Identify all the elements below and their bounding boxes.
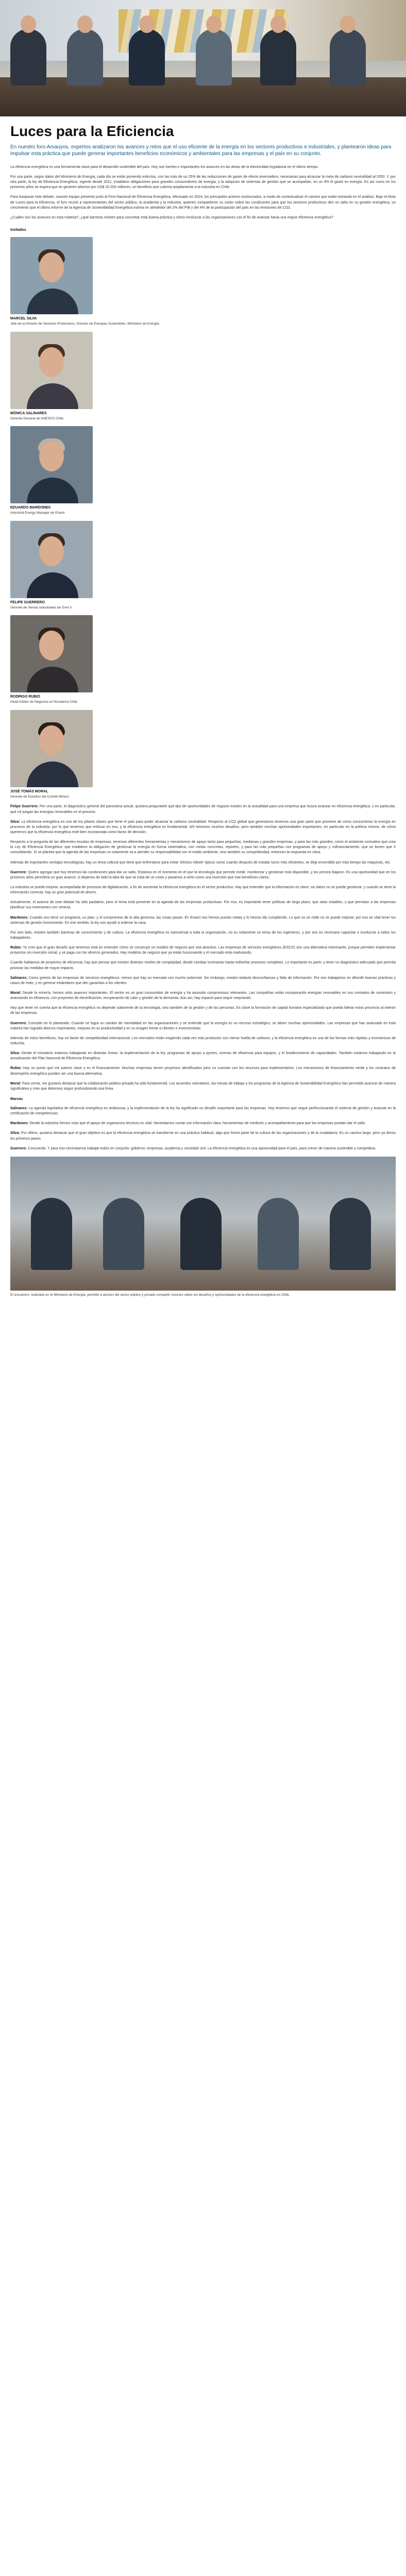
qa-text: Para cerrar, me gustaría destacar que la colaboración público-privada ha sido fundamental. Los acuerdos voluntarios, las mesas de trabajo y los programas de la Agencia de Sostenibilidad Energética han permitido avanzar de manera significativa y creo que debemos seguir profundizando esa línea. bbox=[10, 1081, 396, 1091]
participant-name: JOSÉ TOMÁS MORAL bbox=[10, 789, 48, 793]
participant bbox=[10, 237, 396, 327]
participants-list bbox=[10, 237, 396, 799]
qa-text: La eficiencia energética es uno de los pilares claves que tiene el país para poder alcanzar la carbono neutralidad. Respecto al CO2 global que generamos tenemos una gran parte que proviene de cómo consumimos la energía en procesos de la industria, por lo que tenemos que enfocar en eso, y la eficiencia energética es fundamental. Ahí tenemos muchos desafíos, pero también muchas oportunidades importantes, en particular en la política minera, de cómo queremos que la eficiencia energética esté bien incorporada como factor de decisión. bbox=[10, 820, 396, 834]
qa-text: Quiero agregar que hoy tenemos las condiciones para dar un salto. Estamos en el momento en el que la tecnología que permite medir, monitorear y gestionar está disponible, y los precios bajaron. Es una oportunidad que en los próximos años permitiría un gran avance, si dejamos de lado la idea de que se trata de un costo y pasamos a verlo como una inversión que trae beneficios claros. bbox=[10, 870, 396, 879]
participant-role: Gerente de Estudios del Comité Minero bbox=[10, 795, 69, 799]
qa-body bbox=[10, 804, 396, 1091]
qa-paragraph bbox=[10, 870, 396, 880]
speaker-name: Moral: bbox=[10, 1081, 21, 1086]
participant bbox=[10, 615, 396, 705]
section-two-label: Marcas bbox=[10, 1097, 23, 1101]
speaker-name: Mardones: bbox=[10, 1122, 29, 1126]
speaker-name: Guerrero: bbox=[10, 1146, 27, 1150]
intro-section bbox=[10, 165, 396, 221]
speaker-name: Mardones: bbox=[10, 916, 29, 920]
intro-paragraph: Para traspasar este debate, nuestro equipo presentó junto al Foro Nacional de Eficiencia Energética, efectuado en 2024, los principales actores involucrados, a modo de contextualizar el camino que están tomando en el análisis. Bajo el título de Luces para la Eficiencia, el foro reunió a representantes del sector público, la academia y la industria, quienes compartieron su visión sobre las condiciones para que los sectores productivos den un salto en su gestión energética, un crecimiento que el último informe de la Agencia de Sostenibilidad Energética estima en alrededor del 2% del PIB y del 4% de la participación del país en las emisiones de CO2. bbox=[10, 195, 396, 210]
participant-photo bbox=[10, 615, 93, 692]
qa-paragraph bbox=[10, 1131, 396, 1141]
participant bbox=[10, 332, 396, 421]
participant-photo bbox=[10, 426, 93, 503]
qa-text: Por otro lado, existen también barreras de conocimiento y de cultura. La eficiencia energética es transversal a toda la organización, no es solamente un tema de los ingenieros, y por eso es necesario capacitar e involucrar a todos los trabajadores. bbox=[10, 930, 396, 940]
intro-paragraph: La eficiencia energética es una herramienta clave para el desarrollo sostenible del país. Hoy son fuertes e importantes los avances en las áreas de la electricidad regulatoria en el último tiempo. bbox=[10, 165, 319, 169]
qa-text: Además de estos beneficios, hay un factor de competitividad internacional. Los mercados están exigiendo cada vez más productos con menor huella de carbono, y la eficiencia energética es una de las formas más rápidas y económicas de reducirla. bbox=[10, 1036, 396, 1045]
qa-paragraph bbox=[10, 1036, 396, 1046]
intro-paragraph: ¿Cuáles son los avances en esta materia?, ¿qué barreras existen para concretar esta buena práctica y cómo involucrar a las organizaciones con el fin de avanzar hacia una mayor eficiencia energética? bbox=[10, 215, 333, 219]
article-lead: En nuestro foro Amauyos, expertos analizaron los avances y retos que el uso eficiente de la energía en los sectores productivos e industriales, y plantearon ideas para impulsar esta práctica que puede generar importantes beneficios económicos y ambientales para las empresas y el país en su conjunto. bbox=[10, 144, 392, 157]
participant-name: RODRIGO RUBIO bbox=[10, 695, 40, 699]
speaker-name: Guerrero: bbox=[10, 870, 27, 874]
speaker-name: Silva: bbox=[10, 820, 20, 824]
participant-role: Jefe de la División de Sectores Productivos, División de Energías Sostenibles, Ministerio de Energía bbox=[10, 322, 159, 326]
qa-text: Respecto a la pregunta de las diferentes escalas de empresas, tenemos diferentes herramientas y mecanismos de apoyo tanto para pequeñas, medianas y grandes empresas, y para las más grandes, como el ambiente normativo que crea la Ley de Eficiencia Energética, que establece la obligación de gestionar la energía en forma sistemática, con metas concretas, reportes, y para las más pequeñas con programas de apoyo y cofinanciamiento, que se tienen que ir consolidando. Si se plantea que la agenda de las empresas no solamente va a atender su responsabilidad con el medio ambiente, sino también su competitividad, entonces la respuesta es clara. bbox=[10, 840, 396, 855]
bottom-photo bbox=[10, 1157, 396, 1291]
participant-name: EDUARDO MARDONES bbox=[10, 506, 51, 510]
bottom-caption: El encuentro, realizado en el Ministerio de Energía, permitió a actores del sector público y privado compartir visiones sobre los desafíos y oportunidades de la eficiencia energética en Chile. bbox=[10, 1293, 290, 1297]
qa-text: Por último, quisiera destacar que el gran objetivo es que la eficiencia energética se transforme en una práctica habitual, algo que forme parte de la cultura de las organizaciones y de la ciudadanía. Es un camino largo, pero ya dimos los primeros pasos. bbox=[10, 1131, 396, 1141]
qa-paragraph bbox=[10, 1081, 396, 1092]
qa-text: Hay que tener en cuenta que la eficiencia energética no depende solamente de la tecnología, sino también de la gestión y de las personas. Es clave la formación de capital humano especializado que pueda liderar estos procesos al interior de las empresas. bbox=[10, 1006, 396, 1015]
participant-photo bbox=[10, 710, 93, 787]
hero-photo bbox=[0, 0, 406, 116]
participant-name: FELIPE GUERRERO bbox=[10, 600, 45, 604]
intro-paragraph: Por una parte, según datos del Ministerio de Energía, cada día se están poniendo estrictos, con las más de un 25% de las reducciones de gases de efecto invernadero, necesarias para alcanzar la meta de carbono neutralidad al 2050. Y, por otra parte, la ley de Eficiencia Energética, vigente desde 2021, establece obligaciones para grandes consumidores de energía, y la adopción de sistemas de gestión que se acompañan, en un 4% el gasto en energía. Es así como en los próximos años se espera que se generen ahorros por US$ 15.200 millones, un beneficio que cubriría ampliamente a la industria en Chile. bbox=[10, 175, 396, 190]
qa-text: La agenda legislativa de eficiencia energética es ambiciosa, y la implementación de la ley ha significado un desafío importante para las empresas. Hoy tenemos que seguir perfeccionando el sistema de gestión y avanzar en la certificación de competencias. bbox=[10, 1107, 396, 1116]
speaker-name: Guerrero: bbox=[10, 1021, 27, 1025]
qa-paragraph bbox=[10, 1106, 396, 1116]
qa-paragraph bbox=[10, 804, 396, 815]
speaker-name: Moral: bbox=[10, 991, 21, 995]
participant-photo bbox=[10, 332, 93, 409]
qa-text: Además de importantes ventajas tecnológicas, hay un tema cultural que tiene que enfrentarse para evitar 'efectos rebote' típicos como cuando después de instalar luces más eficientes, se deja encendido por más tiempo las máquinas, etc. bbox=[10, 860, 391, 865]
qa-paragraph bbox=[10, 1006, 396, 1016]
speaker-name: Rubio: bbox=[10, 1066, 22, 1071]
speaker-name: Felipe Guerrero: bbox=[10, 805, 39, 809]
qa-text: Desde el ministerio estamos trabajando en distintas líneas: la implementación de la ley, programas de apoyo a pymes, normas de eficiencia para equipos, y el fortalecimiento de capacidades. También estamos trabajando en la actualización del Plan Nacional de Eficiencia Energética. bbox=[10, 1052, 396, 1061]
qa-text: Coincido en lo planteado. Cuando se logra un cambio de mentalidad en las organizaciones y se entiende que la energía es un recurso estratégico, se abren muchas oportunidades. Las empresas que han avanzado en esta materia han logrado ahorros importantes, mejoras en su productividad y en su imagen frente a clientes e inversionistas. bbox=[10, 1021, 396, 1030]
participant bbox=[10, 710, 396, 800]
participants-label: Invitados bbox=[10, 228, 26, 232]
qa-paragraph bbox=[10, 820, 396, 835]
qa-paragraph bbox=[10, 860, 396, 866]
qa-text: Yo creo que el gran desafío que tenemos está en entender cómo se construye un modelo de negocio que sea atractivo. Las empresas de servicios energéticos (ESCO) son una alternativa interesante, porque permiten implementar proyectos sin inversión inicial, y se paga con los ahorros generados. Hay modelos de negocio que ya están funcionando y el mercado está madurando. bbox=[10, 946, 396, 955]
participant-name: MÓNICA SALINARES bbox=[10, 411, 47, 415]
qa-paragraph bbox=[10, 991, 396, 1001]
participant bbox=[10, 426, 396, 516]
participant-photo bbox=[10, 521, 93, 598]
participant-name: MARCEL SILVA bbox=[10, 317, 37, 321]
participant-role: Head Arbiter de Negocios en Novaterra Chile bbox=[10, 700, 78, 704]
speaker-name: Salinares: bbox=[10, 976, 28, 980]
participant bbox=[10, 521, 396, 611]
qa-text: Cuando hablamos de proyectos de eficiencia, hay que pensar que existen distintos niveles de complejidad, desde cambiar luminarias hasta rediseñar procesos completos. Lo importante es partir, y tener un diagnóstico adecuado que permita priorizar las medidas de mayor impacto. bbox=[10, 961, 396, 970]
qa-paragraph bbox=[10, 976, 396, 986]
qa-paragraph bbox=[10, 930, 396, 941]
qa-paragraph bbox=[10, 900, 396, 910]
qa-paragraph bbox=[10, 1066, 396, 1076]
participant-role: Gerente General de ANESCO Chile bbox=[10, 416, 63, 420]
qa-text: Hay un punto que me parece clave y es el financiamiento. Muchas empresas tienen proyectos identificados pero no cuentan con los recursos para implementarlos. Los mecanismos de financiamiento verde y los contratos de desempeño energético pueden ser una buena alternativa. bbox=[10, 1066, 396, 1076]
qa-paragraph bbox=[10, 840, 396, 855]
speaker-name: Silva: bbox=[10, 1052, 20, 1056]
qa-paragraph bbox=[10, 1051, 396, 1061]
qa-paragraph bbox=[10, 916, 396, 926]
article-content bbox=[0, 116, 406, 1297]
speaker-name: Salinares: bbox=[10, 1107, 28, 1111]
qa-paragraph bbox=[10, 945, 396, 956]
qa-section-two bbox=[10, 1106, 396, 1151]
qa-paragraph bbox=[10, 1121, 396, 1126]
qa-paragraph bbox=[10, 1146, 396, 1151]
speaker-name: Rubio: bbox=[10, 946, 22, 950]
qa-text: La industria se puede mejorar, acompañada de procesos de digitalización, a fin de aumentar la eficiencia energética en el sector productivo. Hay que entender que la información es clave: sin datos no se puede gestionar, y cuando se tiene la información correcta, hay un gran potencial de ahorro. bbox=[10, 885, 396, 895]
speaker-name: Silva: bbox=[10, 1131, 20, 1136]
qa-text: Actualmente, el avance de este debate ha sido paulatino, pero el tema está presente en la agenda de las empresas productivas. Por eso, es importante tener políticas de largo plazo, que sean estables, y que permitan a las empresas planificar sus inversiones con certeza. bbox=[10, 901, 396, 910]
participant-photo bbox=[10, 237, 93, 314]
qa-text: Cuando uno tiene un programa, un plan, y el compromiso de la alta gerencia, las cosas pasan. En Enami nos hemos puesto metas y lo hemos ido cumpliendo. Lo que no se mide no se puede mejorar, por eso es vital tener los sistemas de gestión funcionando. En ese sentido, la ley nos ayudó a ordenar la casa. bbox=[10, 916, 396, 925]
qa-paragraph bbox=[10, 885, 396, 895]
article-title: Luces para la Eficiencia bbox=[10, 123, 174, 139]
qa-text: Por una parte, el diagnóstico general del panorama actual, quisiera preguntarle qué tipo de oportunidades de negocio existen en la actualidad para una empresa que busca avanzar en eficiencia energética, y en particular, qué rol juegan las energías renovables en el proceso. bbox=[10, 805, 396, 814]
participant-role: Industrial Energy Manager de Enami bbox=[10, 511, 65, 515]
qa-paragraph bbox=[10, 1021, 396, 1031]
qa-paragraph bbox=[10, 960, 396, 971]
qa-text: Desde la industria hemos visto que el apoyo de organismos técnicos es vital. Necesitamos contar con información clara, herramientas de medición y acompañamiento para que las empresas puedan dar el salto. bbox=[29, 1122, 366, 1126]
participant-role: Gerente de Ventas Industriales de Enel X bbox=[10, 605, 72, 609]
qa-text: Como gremio de las empresas de servicios energéticos, vemos que hay un mercado con mucho potencial. Sin embargo, existen todavía desconfianzas y falta de información. Por eso trabajamos en difundir buenas prácticas y casos de éxito, y en generar estándares que den garantías a los clientes. bbox=[10, 976, 396, 985]
qa-text: Concuerdo. Y para eso necesitamos trabajar todos en conjunto: gobierno, empresas, academia y sociedad civil. La eficiencia energética es una oportunidad para el país, para crecer de manera sostenible y competitiva. bbox=[28, 1146, 376, 1150]
qa-text: Desde la minería, hemos visto avances importantes. El sector es un gran consumidor de energía y ha asumido compromisos relevantes. Las compañías están incorporando energías renovables en sus contratos de suministro y avanzando en eficiencia, con proyectos de electrificación, recuperación de calor y gestión de la demanda. Aún así, hay espacio para seguir mejorando. bbox=[10, 991, 396, 1001]
